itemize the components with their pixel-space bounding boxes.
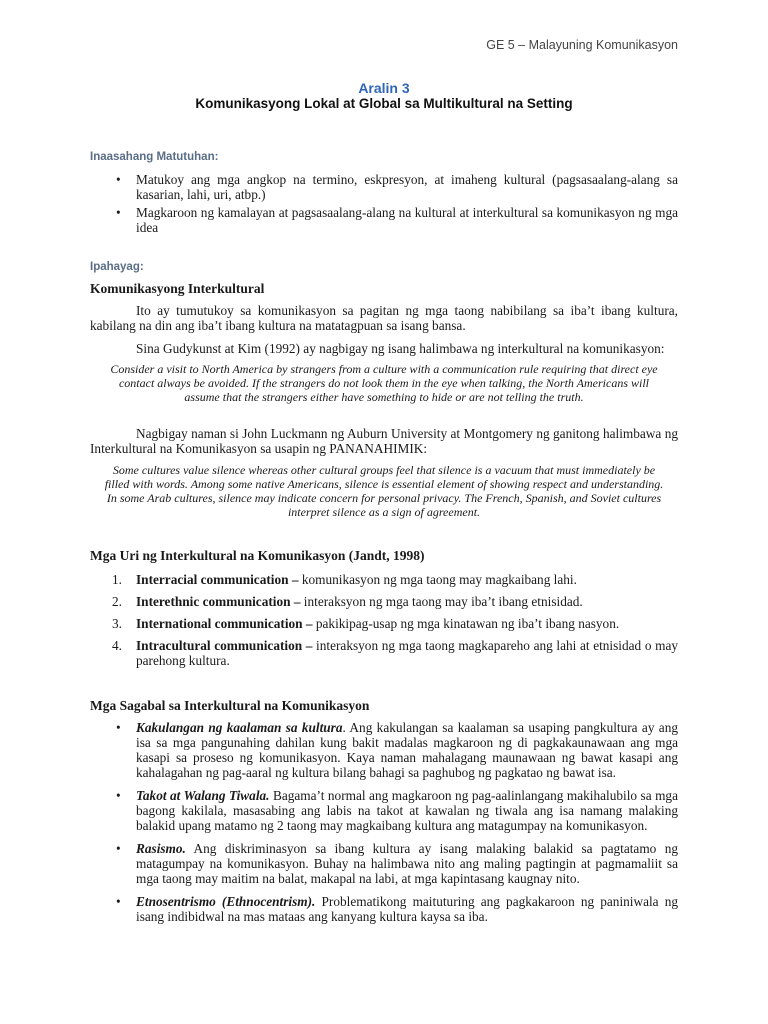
paragraph: Ito ay tumutukoy sa komunikasyon sa pagitan ng mga taong nabibilang sa iba’t ibang kultura, kabilang na din ang iba’t ibang kultura na matatagpuan sa isang bansa. xyxy=(90,303,678,333)
uri-list xyxy=(90,572,678,668)
list-item: 4. Intracultural communication – interaksyon ng mga taong magkapareho ang lahi at etnisidad o may parehong kultura. xyxy=(112,638,678,668)
ipahayag-label: Ipahayag: xyxy=(90,261,144,273)
list-item: 3. International communication – pakikipag-usap ng mga kinatawan ng iba’t ibang nasyon. xyxy=(112,616,620,631)
lesson-title: Komunikasyong Lokal at Global sa Multikultural na Setting xyxy=(195,96,573,111)
bullet-icon: • xyxy=(116,841,121,856)
bullet-icon: • xyxy=(116,788,121,803)
bullet-icon: • xyxy=(116,720,121,735)
running-header: GE 5 – Malayuning Komunikasyon xyxy=(486,38,678,52)
section-heading-interkultural: Komunikasyong Interkultural xyxy=(90,281,265,296)
sagabal-list xyxy=(90,720,678,924)
objective-item: • Magkaroon ng kamalayan at pagsasaalang-alang na kultural at interkultural sa komunikasyon ng mga idea xyxy=(116,205,678,235)
block-quote: Some cultures value silence whereas other cultural groups feel that silence is a vacuum that must immediately be filled with words. Among some native Americans, silence is essential element of showing respect and understanding. In some Arab cultures, silence may indicate concern for personal privacy. The French, Spanish, and Soviet cultures interpret silence as a sign of agreement. xyxy=(104,463,664,519)
list-item: • Etnosentrismo (Ethnocentrism). Problematikong maituturing ang pagkakaroon ng paniniwala ng isang indibidwal na mas mataas ang kanyang kultura kaysa sa iba. xyxy=(116,894,678,924)
bullet-icon: • xyxy=(116,172,121,187)
list-item: • Rasismo. Ang diskriminasyon sa ibang kultura ay isang malaking balakid sa pagtatamo ng matagumpay na komunikasyon. Buhay na halimbawa nito ang maling pagtingin at pagmamaliit sa mga taong may maitim na balat, makapal na labi, at mga kapintasang kaugnay nito. xyxy=(116,841,678,886)
bullet-icon: • xyxy=(116,894,121,909)
list-item: 2. Interethnic communication – interaksyon ng mga taong may iba’t ibang etnisidad. xyxy=(112,594,583,609)
objectives-label: Inaasahang Matutuhan: xyxy=(90,151,219,163)
list-item: • Takot at Walang Tiwala. Bagama’t normal ang magkaroon ng pag-aalinlangang makihalubilo sa mga bagong kakilala, masasabing ang labis na takot at kawalan ng tiwala ang isa namang malaking balakid upang matamo ng 2 taong may magkaibang kultura ang matagumpay na komunikasyon. xyxy=(116,788,678,833)
bullet-icon: • xyxy=(116,205,121,220)
lesson-number: Aralin 3 xyxy=(358,80,410,96)
paragraph: Sina Gudykunst at Kim (1992) ay nagbigay ng isang halimbawa ng interkultural na komunikasyon: xyxy=(136,341,665,356)
objectives-list xyxy=(90,172,678,235)
objective-item: • Matukoy ang mga angkop na termino, eskpresyon, at imaheng kultural (pagsasaalang-alang sa kasarian, lahi, uri, atbp.) xyxy=(116,172,678,202)
section-heading-uri: Mga Uri ng Interkultural na Komunikasyon (Jandt, 1998) xyxy=(90,548,425,563)
list-item: 1. Interracial communication – komunikasyon ng mga taong may magkaibang lahi. xyxy=(112,572,577,587)
block-quote: Consider a visit to North America by strangers from a culture with a communication rule requiring that direct eye contact always be avoided. If the strangers do not look them in the eye when talking, the North Americans will assume that the strangers either have something to hide or are not telling the truth. xyxy=(110,362,658,404)
list-item: • Kakulangan ng kaalaman sa kultura. Ang kakulangan sa kaalaman sa usaping pangkultura ay ang isa sa mga pangunahing dahilan kung bakit madalas magkaroon ng di pagkakaunawaan ang mga kasapi sa proseso ng komunikasyon. Kaya naman mahalagang maunawaan ng bawat kasapi ang kahalagahan ng pag-aaral ng kultura bilang bahagi sa paghubog ng pagkatao ng bawat isa. xyxy=(116,720,678,780)
section-heading-sagabal: Mga Sagabal sa Interkultural na Komunikasyon xyxy=(90,698,370,713)
paragraph: Nagbigay naman si John Luckmann ng Auburn University at Montgomery ng ganitong halimbawa ng Interkultural na Komunikasyon sa usapin ng PANANAHIMIK: xyxy=(90,426,678,456)
